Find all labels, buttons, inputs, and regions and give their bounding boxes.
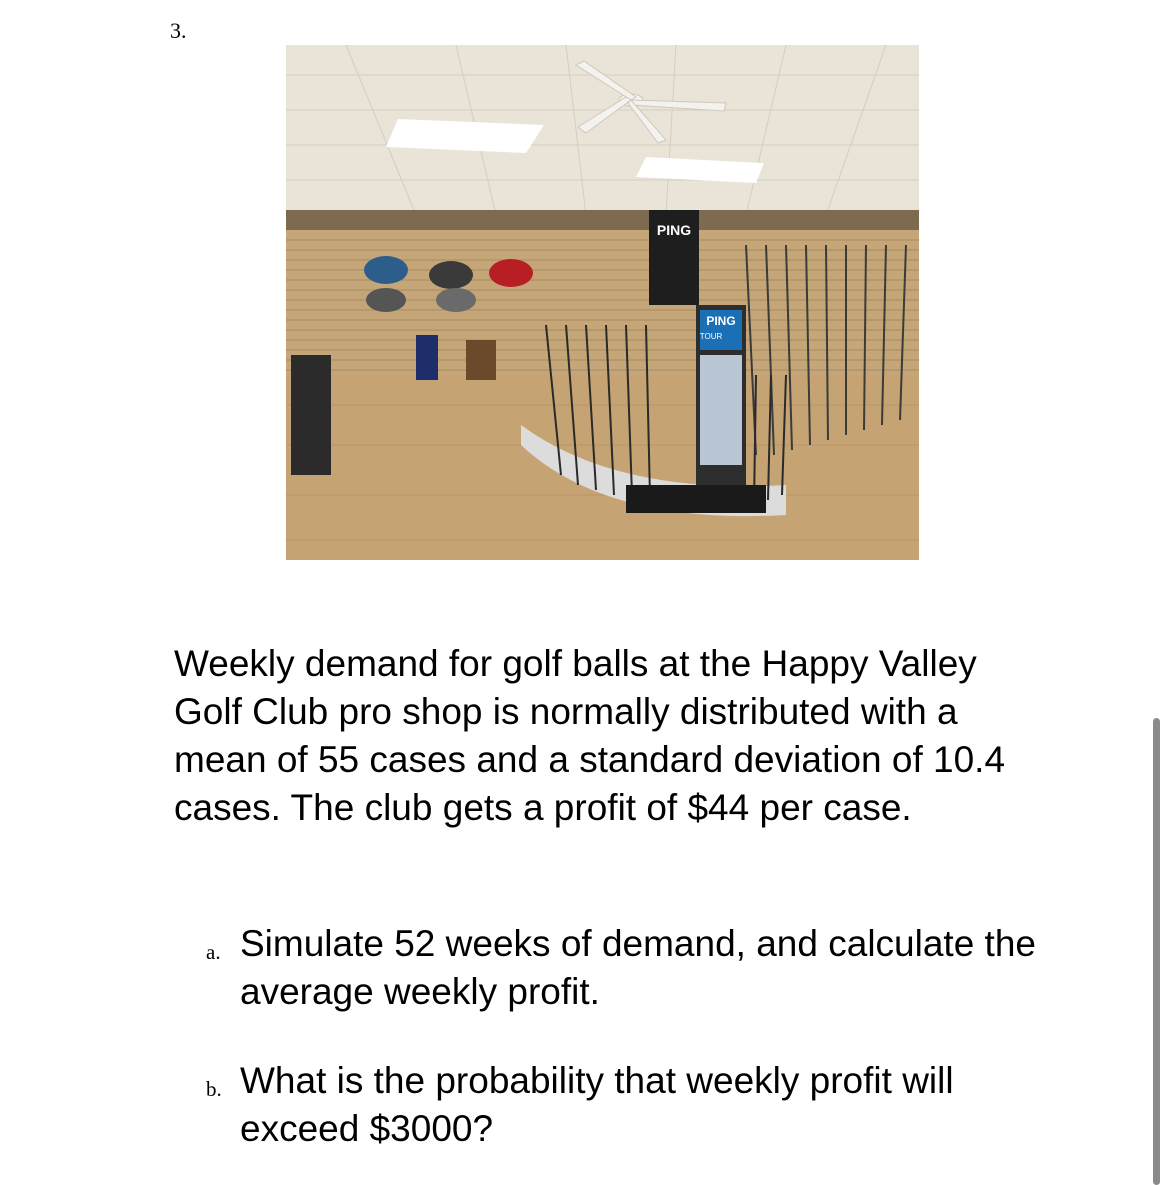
question-item-a [174,920,1054,1016]
problem-paragraph: Weekly demand for golf balls at the Happy Valley Golf Club pro shop is normally distributed with a mean of 55 cases and a standard deviation of 10.4 cases. The club gets a profit of $44 per case. [174,643,1006,828]
display-foot [626,485,766,513]
question-number: 3. [170,18,187,43]
question-item-b [174,1057,1054,1153]
bag-left [291,355,331,475]
item-text-a: Simulate 52 weeks of demand, and calculate the average weekly profit. [240,923,1036,1012]
item-marker-b: b. [206,1077,222,1101]
ceiling-light-left [386,119,544,153]
item-text-b: What is the probability that weekly profit will exceed $3000? [240,1060,954,1149]
golf-shop-photo [286,45,919,560]
item-marker-a: a. [206,940,221,964]
ping-sign: PING [656,222,692,238]
ping-sign-2: PING [706,314,736,328]
golf-shop-illustration [286,45,919,560]
scrollbar[interactable] [1153,718,1160,1185]
ping-sign-sub: TOUR [699,332,723,341]
